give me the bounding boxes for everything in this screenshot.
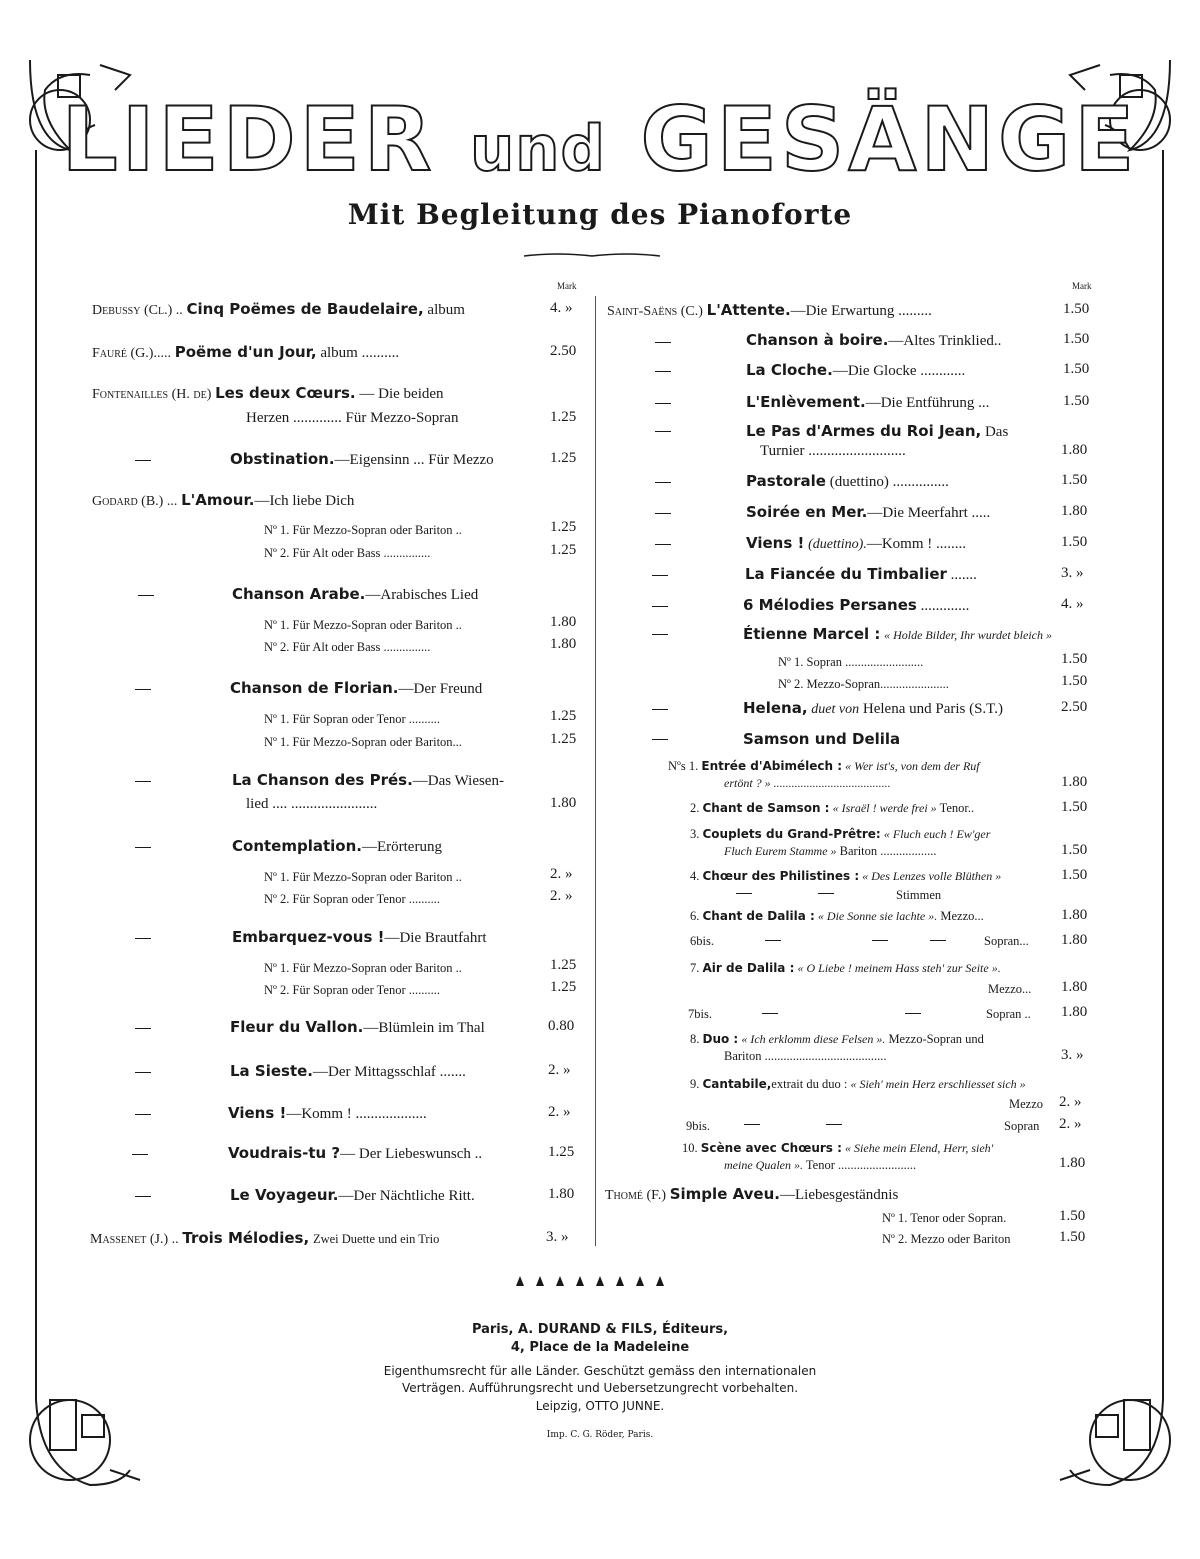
list-item xyxy=(745,565,977,584)
ditto-dash xyxy=(744,1124,760,1125)
column-divider xyxy=(595,296,596,1246)
list-item xyxy=(232,837,442,856)
price: 1.50 xyxy=(1061,799,1088,815)
item-number: 3. xyxy=(690,827,700,841)
publisher-line: Paris, A. DURAND & FILS, Éditeurs, xyxy=(471,1322,729,1337)
title-rule-ornament xyxy=(522,248,662,262)
sub-item: Nº 1. Für Mezzo-Sopran oder Bariton .. xyxy=(264,870,462,884)
work-translation: —Die Meerfahrt ..... xyxy=(867,505,991,521)
ditto-dash xyxy=(655,371,671,372)
work-title: Contemplation. xyxy=(232,837,362,855)
price: 1.80 xyxy=(548,1186,575,1202)
leader-dots: ....... xyxy=(950,567,977,583)
ditto-dash xyxy=(135,1114,151,1115)
ditto-dash xyxy=(652,606,668,607)
work-title: Soirée en Mer. xyxy=(746,503,868,521)
work-translation: —Altes Trinklied.. xyxy=(888,333,1002,349)
title-word-gesange: GESÄNGE xyxy=(640,88,1139,191)
item-title: Couplets du Grand-Prêtre: xyxy=(702,827,881,841)
ditto-dash xyxy=(655,431,671,432)
work-title: Voudrais-tu ? xyxy=(228,1144,341,1162)
price: 2. » xyxy=(550,888,573,904)
price: 1.80 xyxy=(1061,979,1088,995)
work-translation: Das xyxy=(984,424,1009,440)
sub-item: Nº 2. Mezzo oder Bariton xyxy=(882,1232,1011,1246)
mark-header-right: Mark xyxy=(1072,281,1092,291)
item-voice: Stimmen xyxy=(896,888,942,902)
item-title: Chant de Dalila : xyxy=(702,909,815,923)
item-voice: Sopran... xyxy=(984,934,1029,948)
mark-header-left: Mark xyxy=(557,281,577,291)
item-quote: « Siehe mein Elend, Herr, sieh' xyxy=(845,1141,994,1155)
work-translation: — Der Liebeswunsch .. xyxy=(340,1146,483,1162)
composer-name: Godard (B.) ... xyxy=(92,494,178,509)
list-item xyxy=(607,301,932,321)
list-item xyxy=(232,771,504,790)
price: 3. » xyxy=(1061,1047,1084,1063)
price: 1.25 xyxy=(550,957,577,973)
work-title: Chanson Arabe. xyxy=(232,585,366,603)
leader-dots: ............. xyxy=(920,598,970,614)
list-item xyxy=(90,1229,439,1249)
price: 1.25 xyxy=(550,409,577,425)
sub-item: Nº 1. Für Mezzo-Sopran oder Bariton .. xyxy=(264,618,462,632)
ditto-dash xyxy=(655,342,671,343)
work-title: Embarquez-vous ! xyxy=(232,928,385,946)
list-item xyxy=(230,1018,485,1037)
item-voice: Sopran xyxy=(1004,1119,1040,1133)
work-translation: —Das Wiesen- xyxy=(412,773,504,789)
work-translation: (duettino) ............... xyxy=(829,474,949,490)
ditto-dash xyxy=(872,940,888,941)
item-quote: « Israël ! werde frei » xyxy=(832,801,937,815)
sub-item: Nº 1. Für Mezzo-Sopran oder Bariton .. xyxy=(264,523,462,537)
leipzig-agent: Leipzig, OTTO JUNNE. xyxy=(535,1399,665,1413)
price: 4. » xyxy=(1061,596,1084,612)
item-voice: Mezzo xyxy=(1009,1097,1044,1111)
item-quote: Fluch Eurem Stamme » xyxy=(724,844,837,858)
work-title: Étienne Marcel : xyxy=(743,625,881,643)
title-word-lieder: LIEDER xyxy=(61,88,436,191)
list-item xyxy=(230,1186,475,1205)
ditto-dash xyxy=(655,513,671,514)
list-item xyxy=(743,730,900,749)
ditto-dash xyxy=(655,403,671,404)
ditto-dash xyxy=(930,940,946,941)
work-translation: —Komm ! ........ xyxy=(866,536,966,552)
samson-item xyxy=(690,1030,984,1048)
price: 1.25 xyxy=(550,731,577,747)
ditto-dash xyxy=(135,689,151,690)
list-item xyxy=(228,1144,482,1163)
samson-item xyxy=(690,907,984,925)
item-voice: Mezzo... xyxy=(940,909,984,923)
price: 1.50 xyxy=(1063,331,1090,347)
list-item xyxy=(92,300,465,320)
samson-item xyxy=(682,1139,993,1157)
item-voice: Mezzo... xyxy=(988,982,1032,996)
price: 1.80 xyxy=(1061,1004,1088,1020)
samson-item xyxy=(668,757,980,775)
samson-item-number: 7bis. xyxy=(688,1007,712,1021)
list-item xyxy=(743,625,1052,644)
price: 3. » xyxy=(546,1229,569,1245)
ditto-dash xyxy=(652,739,668,740)
samson-item xyxy=(690,959,1001,977)
sub-item: Nº 2. Mezzo-Sopran...................... xyxy=(778,677,949,691)
list-item xyxy=(230,1062,466,1081)
item-number: 10. xyxy=(682,1141,698,1155)
price: 1.80 xyxy=(1061,503,1088,519)
item-number: 2. xyxy=(690,801,700,815)
sub-item: Nº 1. Tenor oder Sopran. xyxy=(882,1211,1007,1225)
item-quote: ertönt ? » ....................................... xyxy=(724,776,891,790)
sub-item: Nº 2. Für Alt oder Bass ............... xyxy=(264,546,431,560)
work-translation: Herzen ............. Für Mezzo-Sopran xyxy=(246,410,459,426)
item-title: Chant de Samson : xyxy=(702,801,830,815)
price: 2.50 xyxy=(550,343,577,359)
samson-item xyxy=(690,1075,1026,1093)
work-translation: —Die Entführung ... xyxy=(865,395,990,411)
price: 1.50 xyxy=(1063,361,1090,377)
item-voice: Bariton .................. xyxy=(839,844,937,858)
composer-name: Thomé (F.) xyxy=(605,1188,666,1203)
work-title: Viens ! xyxy=(746,534,805,552)
price: 1.80 xyxy=(550,636,577,652)
work-title: Le Pas d'Armes du Roi Jean, xyxy=(746,422,982,440)
ditto-dash xyxy=(135,1072,151,1073)
rights-line-1: Eigenthumsrecht für alle Länder. Geschützt gemäss den internationalen xyxy=(383,1364,817,1378)
sub-item: Nº 1. Für Mezzo-Sopran oder Bariton .. xyxy=(264,961,462,975)
printer-credit: Imp. C. G. Röder, Paris. xyxy=(546,1430,654,1440)
price: 3. » xyxy=(1061,565,1084,581)
price: 2. » xyxy=(548,1104,571,1120)
samson-item-cont: Bariton ....................................... xyxy=(724,1049,887,1063)
list-item xyxy=(746,422,1008,441)
item-title: Duo : xyxy=(702,1032,739,1046)
ditto-dash xyxy=(138,595,154,596)
work-translation: —Komm ! ................... xyxy=(286,1106,427,1122)
price: 1.50 xyxy=(1063,393,1090,409)
samson-item-number: 6bis. xyxy=(690,934,714,948)
work-translation: —Liebesgeständnis xyxy=(780,1187,899,1203)
price: 1.80 xyxy=(1061,932,1088,948)
ditto-dash xyxy=(652,575,668,576)
price: 0.80 xyxy=(548,1018,575,1034)
item-quote: « Ich erklomm diese Felsen ». xyxy=(741,1032,886,1046)
price: 1.25 xyxy=(550,542,577,558)
price: 1.50 xyxy=(1063,301,1090,317)
list-item xyxy=(743,596,969,615)
ditto-dash xyxy=(762,1013,778,1014)
work-title: 6 Mélodies Persanes xyxy=(743,596,917,614)
price: 1.25 xyxy=(550,708,577,724)
price: 1.50 xyxy=(1061,651,1088,667)
work-title: Chanson de Florian. xyxy=(230,679,399,697)
leaf-ornament-row xyxy=(512,1272,678,1288)
composer-name: Massenet (J.) .. xyxy=(90,1232,179,1247)
item-quote: « Sieh' mein Herz erschliesset sich » xyxy=(850,1077,1026,1091)
price: 1.50 xyxy=(1059,1208,1086,1224)
samson-item-number: 9bis. xyxy=(686,1119,710,1133)
work-translation: Helena und Paris (S.T.) xyxy=(862,701,1003,717)
composer-name: Saint-Saëns (C.) xyxy=(607,304,703,319)
work-title: Pastorale xyxy=(746,472,826,490)
ditto-dash xyxy=(736,893,752,894)
price: 1.25 xyxy=(550,519,577,535)
composer-name: Debussy (Cl.) .. xyxy=(92,303,183,318)
ditto-dash xyxy=(655,482,671,483)
samson-item-cont xyxy=(724,774,891,792)
price: 1.25 xyxy=(548,1144,575,1160)
work-title: Viens ! xyxy=(228,1104,287,1122)
ditto-dash xyxy=(905,1013,921,1014)
samson-item-cont xyxy=(724,1156,916,1174)
work-note: album xyxy=(427,302,465,318)
price: 2. » xyxy=(550,866,573,882)
item-title: Scène avec Chœurs : xyxy=(700,1141,842,1155)
list-item xyxy=(746,472,949,491)
price: 2. » xyxy=(548,1062,571,1078)
work-title: Fleur du Vallon. xyxy=(230,1018,364,1036)
work-title: Le Voyageur. xyxy=(230,1186,339,1204)
work-title: Cinq Poëmes de Baudelaire, xyxy=(186,300,424,318)
list-item xyxy=(230,679,482,698)
list-item xyxy=(746,361,965,380)
ditto-dash xyxy=(655,544,671,545)
work-translation: —Eigensinn ... Für Mezzo xyxy=(334,452,494,468)
list-item-cont: lied .... ....................... xyxy=(246,796,378,812)
price: 1.50 xyxy=(1061,534,1088,550)
work-title: La Fiancée du Timbalier xyxy=(745,565,947,583)
work-translation: —Der Freund xyxy=(398,681,483,697)
price: 1.50 xyxy=(1061,842,1088,858)
price: 1.80 xyxy=(1061,442,1088,458)
item-number: 7. xyxy=(690,961,700,975)
price: 1.50 xyxy=(1061,472,1088,488)
samson-item xyxy=(690,799,974,817)
work-translation: —Der Nächtliche Ritt. xyxy=(338,1188,475,1204)
item-quote: « Fluch euch ! Ew'ger xyxy=(883,827,991,841)
work-title: Obstination. xyxy=(230,450,335,468)
list-item xyxy=(605,1185,898,1205)
list-item xyxy=(746,503,990,522)
item-quote: « Des Lenzes volle Blüthen » xyxy=(862,869,1002,883)
samson-item-cont xyxy=(724,842,937,860)
list-item xyxy=(92,343,399,363)
item-quote: « O Liebe ! meinem Hass steh' zur Seite ». xyxy=(797,961,1001,975)
work-title: Samson und Delila xyxy=(743,730,901,748)
sub-item: Nº 2. Für Alt oder Bass ............... xyxy=(264,640,431,654)
ditto-dash xyxy=(135,460,151,461)
work-translation: — Die beiden xyxy=(359,386,444,402)
list-item xyxy=(746,331,1001,350)
sub-item: Nº 1. Für Sopran oder Tenor .......... xyxy=(264,712,441,726)
price: 1.25 xyxy=(550,979,577,995)
item-title: Entrée d'Abimélech : xyxy=(701,759,843,773)
price: 1.50 xyxy=(1061,867,1088,883)
price: 1.80 xyxy=(1059,1155,1086,1171)
list-item xyxy=(746,393,989,412)
sub-item: Nº 2. Für Sopran oder Tenor .......... xyxy=(264,983,441,997)
samson-item xyxy=(690,825,990,843)
ditto-dash xyxy=(818,893,834,894)
work-translation: —Blümlein im Thal xyxy=(363,1020,485,1036)
price: 1.80 xyxy=(550,614,577,630)
sub-item: Nº 1. Sopran ......................... xyxy=(778,655,924,669)
list-item xyxy=(92,491,354,511)
work-translation: —Die Erwartung ......... xyxy=(790,303,932,319)
list-item xyxy=(228,1104,427,1123)
item-number: Nºs 1. xyxy=(668,759,699,773)
ditto-dash xyxy=(135,938,151,939)
work-note: Zwei Duette und ein Trio xyxy=(312,1232,440,1246)
work-note: (duettino). xyxy=(808,537,867,552)
work-translation: —Der Mittagsschlaf ....... xyxy=(313,1064,466,1080)
ditto-dash xyxy=(135,781,151,782)
price: 1.50 xyxy=(1059,1229,1086,1245)
sub-item: Nº 1. Für Mezzo-Sopran oder Bariton... xyxy=(264,735,462,749)
work-translation: —Die Brautfahrt xyxy=(384,930,487,946)
list-item xyxy=(92,384,444,404)
work-title: L'Amour. xyxy=(181,491,255,509)
work-title: L'Attente. xyxy=(706,301,791,319)
price: 2.50 xyxy=(1061,699,1088,715)
work-title: Helena, xyxy=(743,699,808,717)
item-number: 8. xyxy=(690,1032,700,1046)
price: 1.80 xyxy=(1061,774,1088,790)
work-translation: —Ich liebe Dich xyxy=(254,493,355,509)
ditto-dash xyxy=(765,940,781,941)
item-title: Chœur des Philistines : xyxy=(702,869,860,883)
item-title: Cantabile, xyxy=(702,1077,772,1091)
samson-item xyxy=(690,867,1001,885)
title-word-und: und xyxy=(470,112,606,185)
price: 1.80 xyxy=(1061,907,1088,923)
price: 1.25 xyxy=(550,450,577,466)
sub-item: Nº 2. Für Sopran oder Tenor .......... xyxy=(264,892,441,906)
list-item xyxy=(232,585,478,604)
work-quote: « Holde Bilder, Ihr wurdet bleich » xyxy=(884,628,1052,642)
price: 2. » xyxy=(1059,1094,1082,1110)
ditto-dash xyxy=(652,634,668,635)
publisher-address: 4, Place de la Madeleine xyxy=(510,1340,690,1355)
item-title: Air de Dalila : xyxy=(702,961,795,975)
page-title xyxy=(0,88,1200,191)
list-item xyxy=(232,928,487,947)
work-title: Trois Mélodies, xyxy=(182,1229,310,1247)
composer-name: Fontenailles (H. de) xyxy=(92,387,212,402)
work-translation: —Arabisches Lied xyxy=(365,587,479,603)
ditto-dash xyxy=(652,709,668,710)
list-item xyxy=(230,450,494,469)
list-item-cont xyxy=(246,409,458,427)
work-title: Simple Aveu. xyxy=(669,1185,780,1203)
work-title: La Cloche. xyxy=(746,361,833,379)
price: 4. » xyxy=(550,300,573,316)
item-quote: meine Qualen ». xyxy=(724,1158,803,1172)
work-note: duet von xyxy=(811,702,860,717)
item-voice: Sopran .. xyxy=(986,1007,1031,1021)
list-item xyxy=(743,699,1003,719)
item-quote: « Die Sonne sie lachte ». xyxy=(817,909,938,923)
ditto-dash xyxy=(135,1028,151,1029)
page-subtitle: Mit Begleitung des Pianoforte xyxy=(347,198,853,231)
item-voice: Tenor ......................... xyxy=(805,1158,917,1172)
price: 2. » xyxy=(1059,1116,1082,1132)
work-title: L'Enlèvement. xyxy=(746,393,866,411)
list-item-cont: Turnier .......................... xyxy=(760,443,906,459)
item-number: 6. xyxy=(690,909,700,923)
list-item xyxy=(746,534,966,554)
ditto-dash xyxy=(135,847,151,848)
item-number: 4. xyxy=(690,869,700,883)
price: 1.50 xyxy=(1061,673,1088,689)
ditto-dash xyxy=(826,1124,842,1125)
item-voice: Tenor.. xyxy=(939,801,975,815)
work-title: Les deux Cœurs. xyxy=(215,384,356,402)
price: 1.80 xyxy=(550,795,577,811)
work-title: La Sieste. xyxy=(230,1062,313,1080)
composer-name: Fauré (G.)..... xyxy=(92,346,171,361)
rights-line-2: Verträgen. Aufführungsrecht und Uebersetzungrecht vorbehalten. xyxy=(401,1381,799,1395)
work-translation: —Erörterung xyxy=(361,839,442,855)
ditto-dash xyxy=(132,1154,148,1155)
work-note: album .......... xyxy=(320,345,400,361)
ditto-dash xyxy=(135,1196,151,1197)
item-quote: « Wer ist's, von dem der Ruf xyxy=(845,759,980,773)
work-title: La Chanson des Prés. xyxy=(232,771,413,789)
item-number: 9. xyxy=(690,1077,700,1091)
work-title: Chanson à boire. xyxy=(746,331,889,349)
work-translation: —Die Glocke ............ xyxy=(832,363,966,379)
item-voice: Mezzo-Sopran und xyxy=(888,1032,984,1046)
work-title: Poëme d'un Jour, xyxy=(174,343,317,361)
item-note: extrait du duo : xyxy=(771,1077,848,1091)
